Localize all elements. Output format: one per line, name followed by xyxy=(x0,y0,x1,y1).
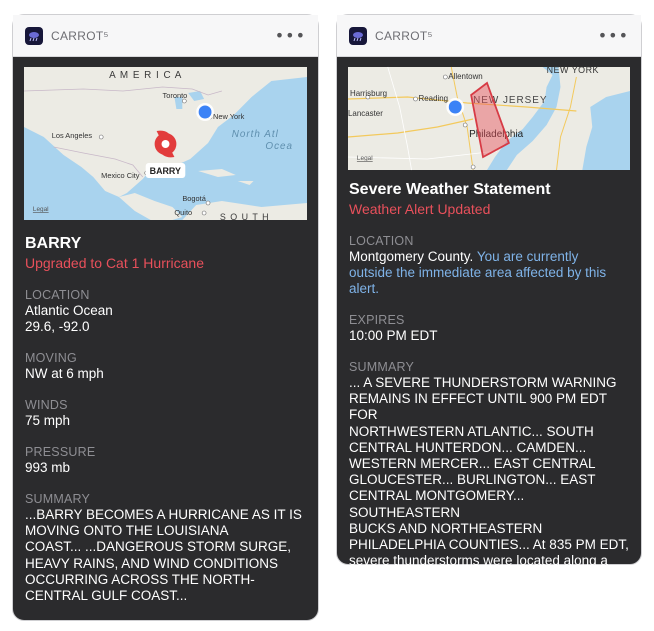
map-label-harrisburg: Harrisburg xyxy=(349,88,388,99)
map-label-toronto: Toronto xyxy=(162,90,188,101)
map-label-america: A M E R I C A xyxy=(109,69,183,82)
map-legal-link[interactable]: Legal xyxy=(356,154,373,163)
storm-name: BARRY xyxy=(25,235,82,252)
location-dot-icon xyxy=(196,103,214,121)
moving-label: MOVING xyxy=(25,351,77,365)
storm-status: Upgraded to Cat 1 Hurricane xyxy=(25,255,204,271)
map-label-allentown: Allentown xyxy=(448,71,483,82)
location-label: LOCATION xyxy=(349,234,414,248)
map-label-ocean: Ocea xyxy=(265,140,294,153)
pressure-label: PRESSURE xyxy=(25,445,96,459)
location-county: Montgomery County. xyxy=(349,249,474,264)
map-label-new-jersey: NEW JERSEY xyxy=(473,94,548,107)
app-name: CARROT⁵ xyxy=(51,28,109,43)
carrot-app-icon xyxy=(349,27,367,45)
summary-line: BUCKS AND NORTHEASTERN xyxy=(349,520,543,536)
summary-line: MOVING ONTO THE LOUISIANA xyxy=(25,523,229,539)
summary-line: COAST... ...DANGEROUS STORM SURGE, xyxy=(25,539,292,555)
alert-details xyxy=(337,180,641,586)
summary-line: HEAVY RAINS, AND WIND CONDITIONS xyxy=(25,555,279,571)
summary-line: ...BARRY BECOMES A HURRICANE AS IT IS xyxy=(25,507,302,522)
map-label-bogota: Bogotá xyxy=(182,193,206,204)
map-label-lancaster: Lancaster xyxy=(348,108,383,119)
location-text xyxy=(349,249,629,297)
summary-line: WESTERN MERCER... EAST CENTRAL xyxy=(349,456,596,472)
map-label-new-york: New York xyxy=(212,111,245,122)
summary-line: PHILADELPHIA COUNTIES... At 835 PM EDT, xyxy=(349,537,629,553)
summary-text xyxy=(349,375,629,586)
hurricane-widget-card[interactable] xyxy=(12,14,319,621)
map-label-quito: Quito xyxy=(174,207,193,218)
map-label-south: S O U T H xyxy=(219,211,270,223)
summary-label: SUMMARY xyxy=(25,492,91,506)
summary-line: CENTRAL MONTGOMERY... SOUTHEASTERN xyxy=(349,488,525,520)
summary-label: SUMMARY xyxy=(349,360,415,374)
location-name: Atlantic Ocean xyxy=(25,303,113,318)
summary-line: GLOUCESTER... BURLINGTON... EAST xyxy=(349,472,596,488)
map-label-los-angeles: Los Angeles xyxy=(51,130,93,141)
summary-line: NORTHWESTERN ATLANTIC... SOUTH xyxy=(349,423,594,439)
summary-text xyxy=(25,507,306,604)
summary-line: ... A SEVERE THUNDERSTORM WARNING xyxy=(349,375,617,390)
alert-map[interactable] xyxy=(348,64,630,170)
winds-value: 75 mph xyxy=(25,413,71,428)
winds-label: WINDS xyxy=(25,398,68,412)
location-notice-line[interactable]: outside the immediate area affected by this xyxy=(349,265,607,280)
pressure-value: 993 mb xyxy=(25,460,71,475)
more-icon[interactable]: ••• xyxy=(274,26,306,45)
map-label-mexico-city: Mexico City xyxy=(101,170,140,181)
map-label-new-york: NEW YORK xyxy=(546,64,599,76)
map-legal-link[interactable]: Legal xyxy=(32,205,49,214)
summary-line: OCCURRING ACROSS THE NORTH- xyxy=(25,571,255,587)
app-name: CARROT⁵ xyxy=(375,28,433,43)
weather-alert-widget-card[interactable] xyxy=(336,14,642,585)
alert-status: Weather Alert Updated xyxy=(349,201,491,217)
expires-label: EXPIRES xyxy=(349,313,405,327)
location-notice-line[interactable]: You are currently xyxy=(476,249,579,264)
location-label: LOCATION xyxy=(25,288,90,302)
alert-title: Severe Weather Statement xyxy=(349,181,551,198)
expires-value: 10:00 PM EDT xyxy=(349,328,438,343)
summary-line: CENTRAL HUNTERDON... CAMDEN... xyxy=(349,439,587,455)
location-dot-icon xyxy=(446,98,464,116)
location-coordinates: 29.6, -92.0 xyxy=(25,319,90,334)
map-label-philadelphia: Philadelphia xyxy=(469,128,524,141)
carrot-app-icon xyxy=(25,27,43,45)
summary-line: REMAINS IN EFFECT UNTIL 900 PM EDT FOR xyxy=(349,391,607,423)
summary-line: line [...] xyxy=(349,569,393,585)
hurricane-map[interactable] xyxy=(24,67,307,223)
summary-line: severe thunderstorms were located along a xyxy=(349,553,608,569)
map-label-north-atlantic: North Atl xyxy=(231,128,279,141)
more-icon[interactable]: ••• xyxy=(597,26,629,45)
map-label-reading: Reading xyxy=(418,93,449,104)
storm-tag-label: BARRY xyxy=(149,165,181,177)
widget-header xyxy=(337,15,641,57)
storm-tag xyxy=(146,163,186,178)
location-notice-line[interactable]: alert. xyxy=(349,281,380,296)
hurricane-details xyxy=(13,234,318,604)
summary-line: CENTRAL GULF COAST... xyxy=(25,588,188,604)
widget-header xyxy=(13,15,318,57)
moving-value: NW at 6 mph xyxy=(25,366,104,381)
